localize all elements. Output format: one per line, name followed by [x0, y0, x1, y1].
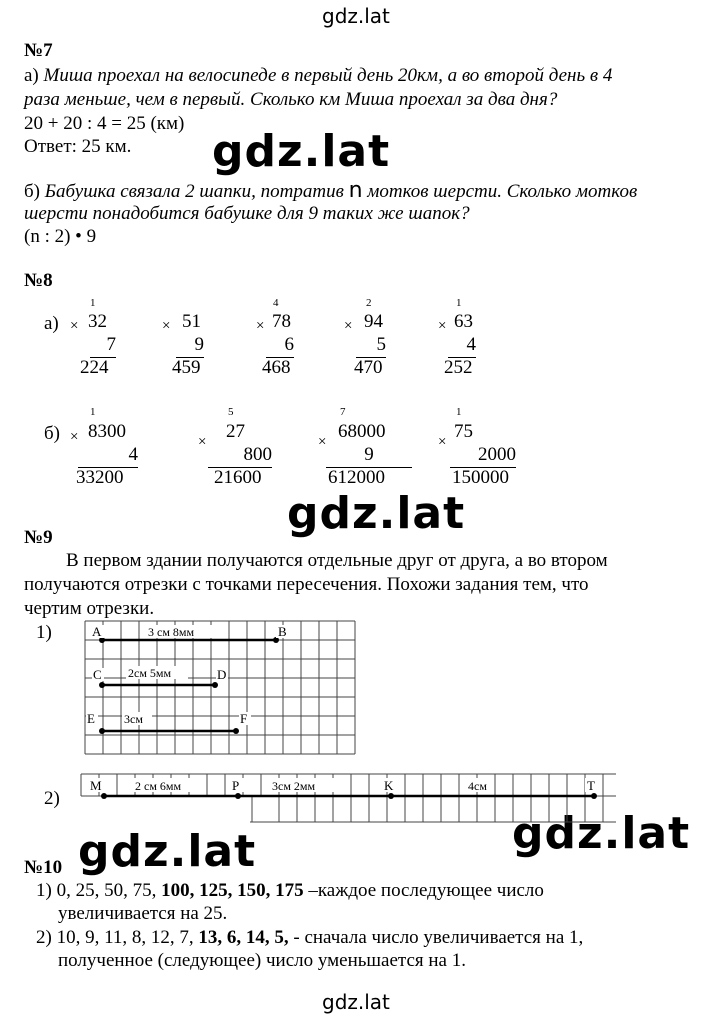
multiply-sign-icon: × — [318, 434, 327, 450]
multiply-sign-icon: × — [256, 318, 265, 334]
task-10-item2-suffix: - сначала число увеличивается на 1, — [293, 927, 584, 948]
task-9-para-line2: получаются отрезки с точками пересечения. Похожи задания тем, что — [24, 574, 589, 595]
multiply-sign-icon: × — [70, 318, 79, 334]
point-e — [99, 728, 105, 734]
multiplier: 2000 — [450, 444, 516, 468]
segment-pk-length: 3см 2мм — [272, 779, 316, 793]
point-e-label: E — [87, 711, 95, 726]
watermark-overlay-4: gdz.lat — [78, 826, 257, 877]
point-d — [212, 682, 218, 688]
product: 252 — [444, 357, 473, 378]
watermark-overlay-2: gdz.lat — [287, 488, 466, 539]
task-7b-expression: (n : 2) • 9 — [24, 226, 97, 247]
connected-segments-figure — [80, 772, 620, 828]
task-9-para-line3: чертим отрезки. — [24, 598, 155, 619]
task-7b-variable-n: n — [348, 178, 363, 203]
multiplicand: 68000 — [338, 421, 386, 442]
task-10-item1-line2: увеличивается на 25. — [58, 903, 228, 924]
task-10-item1-prefix: 1) 0, 25, 50, 75, — [36, 880, 157, 901]
point-d-label: D — [217, 667, 227, 682]
carry-digit: 4 — [273, 297, 279, 309]
watermark-top: gdz.lat — [322, 4, 390, 28]
watermark-bottom: gdz.lat — [322, 990, 390, 1014]
multiply-sign-icon: × — [438, 318, 447, 334]
point-p-label: P — [232, 778, 240, 793]
task-7-header: №7 — [24, 40, 53, 61]
point-f-label: F — [240, 711, 248, 726]
point-c — [99, 682, 105, 688]
task-10-header: №10 — [24, 857, 63, 878]
task-8a-label: а) — [44, 313, 59, 334]
point-k-label: K — [384, 778, 394, 793]
task-7a-answer: Ответ: 25 км. — [24, 136, 132, 157]
segment-ef-length: 3см — [124, 712, 143, 726]
task-9-header: №9 — [24, 527, 53, 548]
product: 459 — [172, 357, 201, 378]
task-10-item1-line1 — [36, 880, 544, 902]
multiply-sign-icon: × — [198, 434, 207, 450]
product: 468 — [262, 357, 291, 378]
segment-cd-length: 2см 5мм — [128, 666, 172, 680]
task-8-header: №8 — [24, 270, 53, 291]
product: 33200 — [76, 467, 124, 488]
multiplier: 9 — [176, 334, 204, 358]
multiplicand: 94 — [364, 311, 383, 332]
carry-digit: 7 — [340, 406, 346, 418]
multiply-sign-icon: × — [344, 318, 353, 334]
point-t — [591, 793, 597, 799]
task-7b-prefix: б) — [24, 181, 40, 202]
multiplier: 6 — [266, 334, 294, 358]
multiplier: 5 — [356, 334, 386, 358]
segment-cd — [92, 666, 228, 688]
multiply-sign-icon: × — [438, 434, 447, 450]
task-10-item1-answer: 100, 125, 150, 175 — [161, 880, 304, 901]
multiplicand: 51 — [182, 311, 201, 332]
product: 224 — [80, 357, 109, 378]
task-10-item1-suffix: –каждое последующее число — [308, 880, 544, 901]
multiplicand: 78 — [272, 311, 291, 332]
segment-mp-length: 2 см 6мм — [135, 779, 182, 793]
multiplicand: 32 — [88, 311, 107, 332]
segment-kt-length: 4см — [468, 779, 487, 793]
point-p — [235, 793, 241, 799]
segment-ef — [86, 711, 251, 734]
watermark-overlay-1: gdz.lat — [212, 126, 391, 177]
multiplicand: 8300 — [88, 421, 126, 442]
multiplier: 800 — [208, 444, 272, 468]
carry-digit: 1 — [90, 297, 96, 309]
multiplier: 7 — [90, 334, 116, 358]
segment-ab-length: 3 см 8мм — [148, 625, 195, 639]
point-k — [388, 793, 394, 799]
segments-grid-figure — [84, 620, 356, 760]
carry-digit: 1 — [90, 406, 96, 418]
multiplicand: 27 — [226, 421, 245, 442]
task-7a-line2: раза меньше, чем в первый. Сколько км Миша проехал за два дня? — [24, 89, 558, 110]
task-7b-text1b: мотков шерсти. Сколько мотков — [367, 181, 638, 202]
point-t-label: T — [587, 778, 595, 793]
task-7b-text1a: Бабушка связала 2 шапки, потратив — [44, 181, 344, 202]
product: 21600 — [214, 467, 262, 488]
multiply-sign-icon: × — [162, 318, 171, 334]
point-m-label: M — [90, 778, 102, 793]
multiplier: 9 — [326, 444, 412, 468]
task-9-fig1-label: 1) — [36, 622, 52, 643]
carry-digit: 2 — [366, 297, 372, 309]
multiplicand: 75 — [454, 421, 473, 442]
product: 612000 — [328, 467, 385, 488]
multiplier: 4 — [448, 334, 476, 358]
task-7b-line1 — [24, 178, 637, 203]
task-7b-line2: шерсти понадобится бабушке для 9 таких же шапок? — [24, 203, 470, 224]
task-10-item2-line1 — [36, 927, 583, 949]
product: 150000 — [452, 467, 509, 488]
multiplicand: 63 — [454, 311, 473, 332]
carry-digit: 5 — [228, 406, 234, 418]
multiplier: 4 — [78, 444, 138, 468]
task-7a-prefix: а) — [24, 65, 39, 86]
task-10-item2-answer: 13, 6, 14, 5, — [198, 927, 289, 948]
point-a-label: A — [92, 624, 102, 639]
task-7a-line1 — [24, 65, 612, 87]
task-9-fig2-label: 2) — [44, 788, 60, 809]
task-7a-expression: 20 + 20 : 4 = 25 (км) — [24, 113, 185, 134]
point-f — [233, 728, 239, 734]
point-c-label: C — [93, 667, 102, 682]
carry-digit: 1 — [456, 406, 462, 418]
point-b-label: B — [278, 624, 287, 639]
task-7a-text1: Миша проехал на велосипеде в первый день 20км, а во второй день в 4 — [43, 65, 613, 86]
task-10-item2-line2: полученное (следующее) число уменьшается на 1. — [58, 950, 466, 971]
point-m — [101, 793, 107, 799]
task-10-item2-prefix: 2) 10, 9, 11, 8, 12, 7, — [36, 927, 194, 948]
multiply-sign-icon: × — [70, 429, 79, 445]
carry-digit: 1 — [456, 297, 462, 309]
task-9-para-line1: В первом здании получаются отдельные друг от друга, а во втором — [66, 550, 608, 571]
product: 470 — [354, 357, 383, 378]
watermark-overlay-3: gdz.lat — [512, 808, 691, 859]
task-8b-label: б) — [44, 423, 60, 444]
